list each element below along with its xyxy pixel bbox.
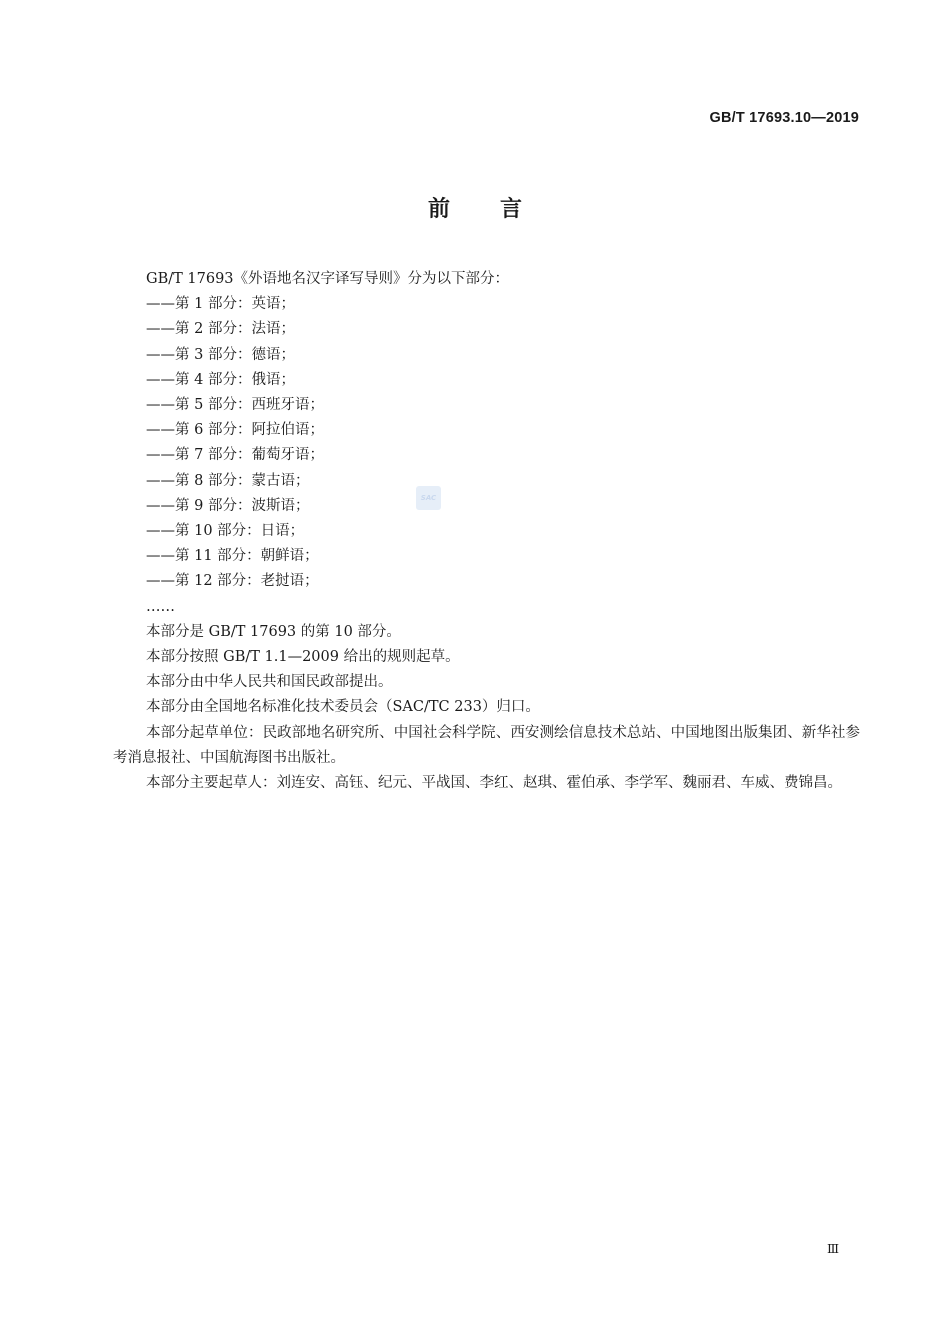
paragraph-intro: GB/T 17693《外语地名汉字译写导则》分为以下部分： xyxy=(146,271,510,287)
page-number: Ⅲ xyxy=(827,1241,839,1256)
list-item-part-1: ——第 1 部分：英语； xyxy=(146,296,295,313)
list-item-part-6: ——第 6 部分：阿拉伯语； xyxy=(146,422,324,439)
paragraph-part-statement: 本部分是 GB/T 17693 的第 10 部分。 xyxy=(146,623,401,640)
list-item-part-10: ——第 10 部分：日语； xyxy=(146,523,305,540)
sac-watermark-logo xyxy=(416,486,441,510)
list-item-part-9: ——第 9 部分：波斯语； xyxy=(146,497,310,514)
list-item-part-2: ——第 2 部分：法语； xyxy=(146,321,295,338)
paragraph-drafters: 本部分主要起草人：刘连安、高钰、纪元、平战国、李红、赵琪、霍伯承、李学军、魏丽君、车威、费锦昌。 xyxy=(146,775,842,792)
paragraph-committee: 本部分由全国地名标准化技术委员会（SAC/TC 233）归口。 xyxy=(146,699,540,716)
list-ellipsis: …… xyxy=(146,598,175,615)
list-item-part-12: ——第 12 部分：老挝语； xyxy=(146,573,319,590)
foreword-body xyxy=(113,267,860,796)
list-item-part-4: ——第 4 部分：俄语； xyxy=(146,371,295,388)
paragraph-drafting-units: 本部分起草单位：民政部地名研究所、中国社会科学院、西安测绘信息技术总站、中国地图出版集团、新华社参考消息报社、中国航海图书出版社。 xyxy=(113,724,860,766)
list-item-part-8: ——第 8 部分：蒙古语； xyxy=(146,472,310,489)
list-item-part-3: ——第 3 部分：德语； xyxy=(146,346,295,363)
list-item-part-5: ——第 5 部分：西班牙语； xyxy=(146,397,324,414)
paragraph-proposer: 本部分由中华人民共和国民政部提出。 xyxy=(146,674,393,691)
page-title: 前言 xyxy=(427,197,572,222)
list-item-part-11: ——第 11 部分：朝鲜语； xyxy=(146,548,319,565)
watermark-text: SAC xyxy=(420,494,437,502)
paragraph-drafting-rules: 本部分按照 GB/T 1.1—2009 给出的规则起草。 xyxy=(146,649,460,666)
list-item-part-7: ——第 7 部分：葡萄牙语； xyxy=(146,447,324,464)
standard-number: GB/T 17693.10—2019 xyxy=(709,110,859,126)
